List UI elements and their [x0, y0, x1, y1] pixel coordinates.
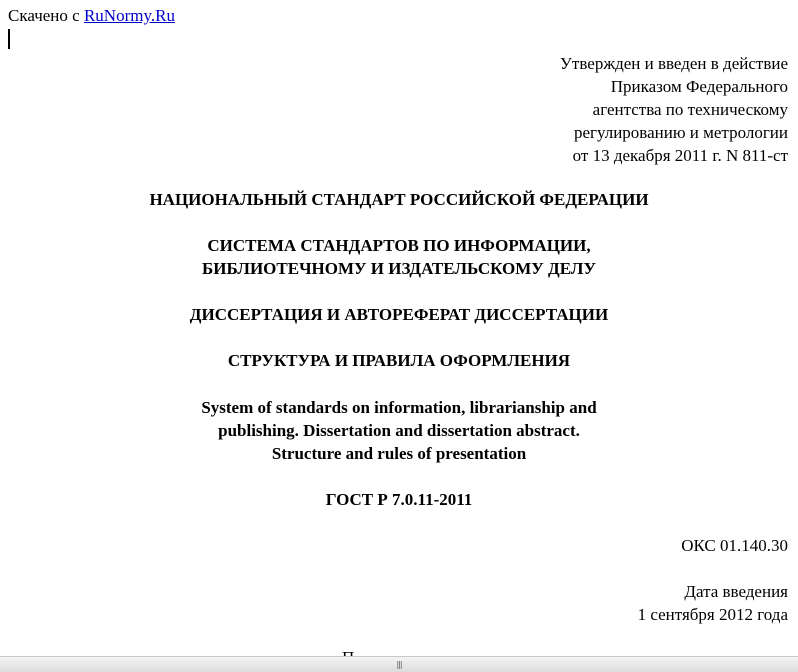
system-title-line: БИБЛИОТЕЧНОМУ И ИЗДАТЕЛЬСКОМУ ДЕЛУ [202, 259, 596, 278]
gost-number [0, 488, 798, 511]
scrollbar-grip-icon[interactable]: ||| [396, 660, 402, 669]
dissertation-title-line: ДИССЕРТАЦИЯ И АВТОРЕФЕРАТ ДИССЕРТАЦИИ [189, 305, 609, 324]
approval-line: агентства по техническому [592, 100, 788, 119]
system-title [0, 234, 798, 280]
dissertation-title [0, 303, 798, 326]
approval-line: Утвержден и введен в действие [559, 54, 788, 73]
oks-code: ОКС 01.140.30 [681, 536, 788, 555]
source-line [8, 6, 175, 26]
english-title-line: publishing. Dissertation and dissertation abstract. [218, 421, 580, 440]
approval-block [560, 52, 788, 167]
approval-line: регулированию и метрологии [573, 123, 788, 142]
english-title-line: Structure and rules of presentation [271, 444, 527, 463]
english-title [0, 396, 798, 465]
source-link[interactable]: RuNormy.Ru [83, 6, 175, 25]
english-title-line: System of standards on information, librarianship and [201, 398, 597, 417]
text-cursor [8, 29, 10, 49]
source-prefix: Скачено с [8, 6, 80, 25]
introduction-date-value: 1 сентября 2012 года [637, 605, 788, 624]
system-title-line: СИСТЕМА СТАНДАРТОВ ПО ИНФОРМАЦИИ, [207, 236, 591, 255]
national-standard-title [0, 188, 798, 211]
introduction-date-label: Дата введения [684, 582, 788, 601]
structure-title-line: СТРУКТУРА И ПРАВИЛА ОФОРМЛЕНИЯ [227, 351, 571, 370]
national-standard-line: НАЦИОНАЛЬНЫЙ СТАНДАРТ РОССИЙСКОЙ ФЕДЕРАЦИИ [149, 190, 649, 209]
introduction-date-block [638, 580, 788, 626]
approval-line: от 13 декабря 2011 г. N 811-ст [572, 146, 788, 165]
horizontal-scrollbar[interactable] [0, 656, 798, 672]
approval-line: Приказом Федерального [610, 77, 788, 96]
gost-number-line: ГОСТ Р 7.0.11-2011 [325, 490, 473, 509]
structure-title [0, 349, 798, 372]
